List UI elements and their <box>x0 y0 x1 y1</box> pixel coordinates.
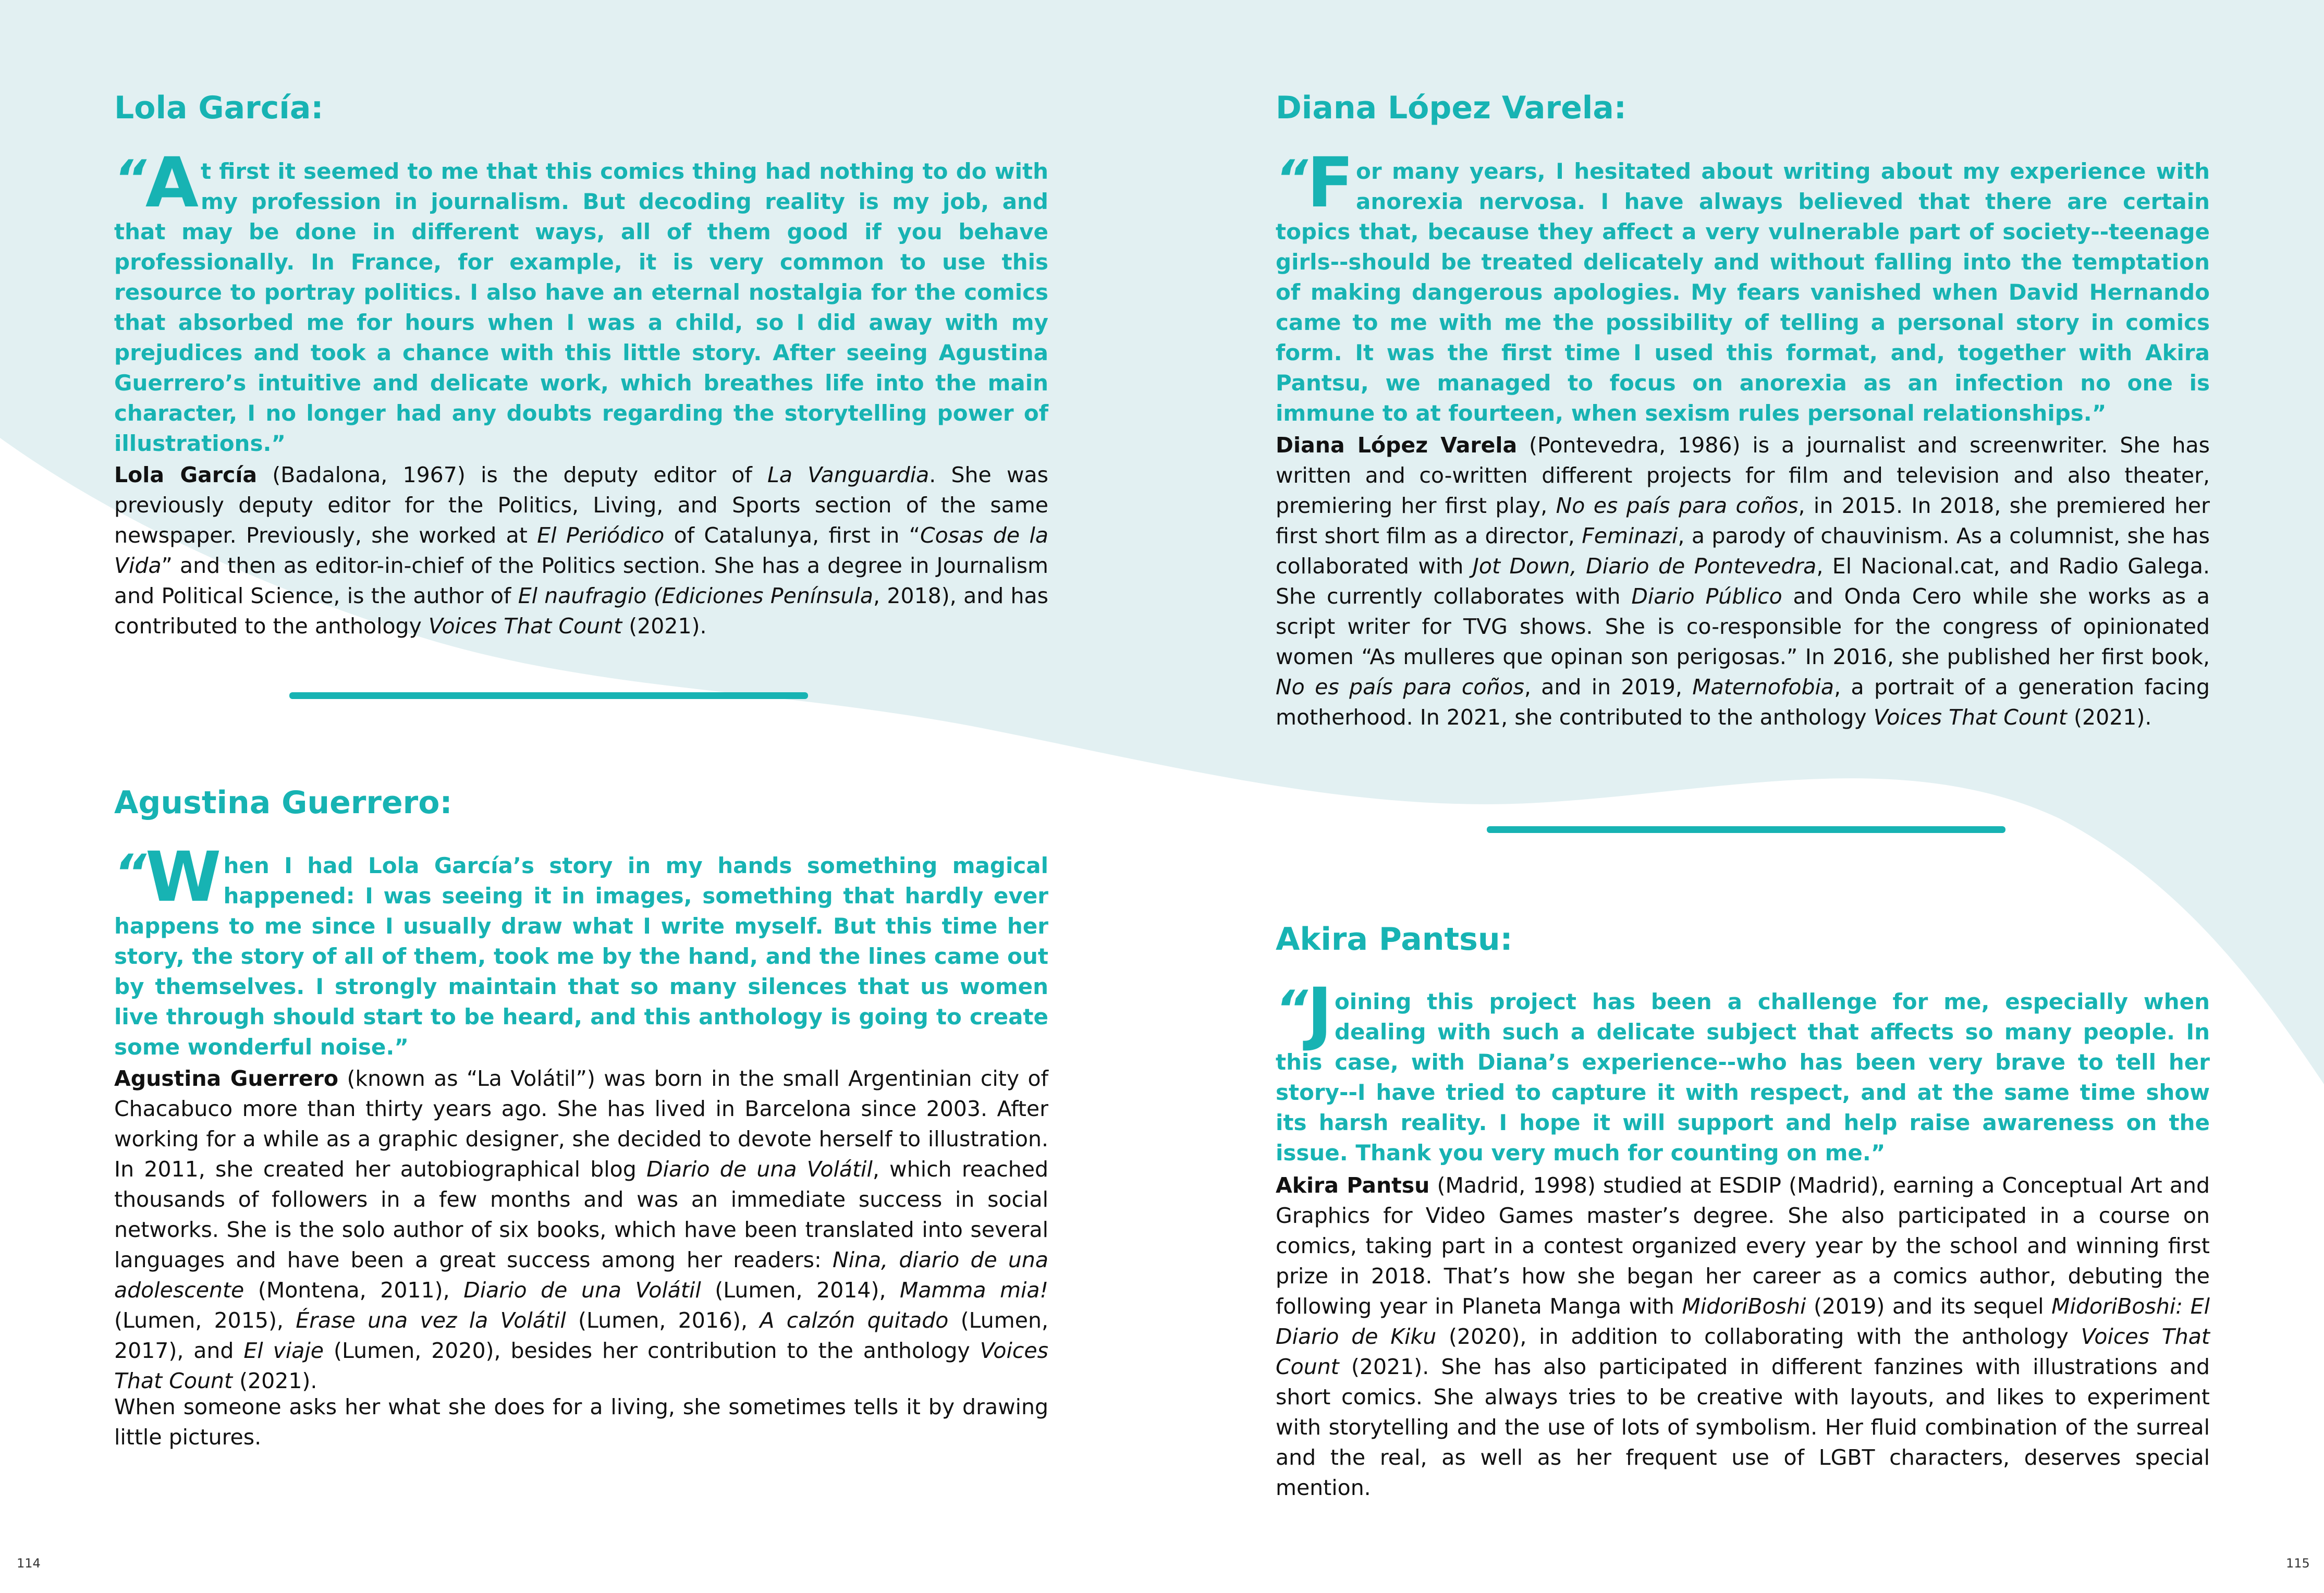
akira-bio-name: Akira Pantsu <box>1276 1173 1430 1198</box>
agustina-bio: Agustina Guerrero (known as “La Volátil”) was born in the small Argentinian city of Chacabuco more than thirty years ago. She has lived in Barcelona since 2003. After working for a while as a graphic designer, she decided to devote herself to illustration. In 2011, she created her autobiographical blog Diario de una Volátil, which reached thousands of followers in a few months and was an immediate success in social networks. She is the solo author of six books, which have been translated into several languages and have been a great success among her readers: Nina, diario de una adolescente (Montena, 2011), Diario de una Volátil (Lumen, 2014), Mamma mia! (Lumen, 2015), Érase una vez la Volátil (Lumen, 2016), A calzón quitado (Lumen, 2017), and El viaje (Lumen, 2020), besides her contribution to the anthology Voices That Count (2021). <box>114 1066 1049 1393</box>
page-number-right: 115 <box>2286 1556 2310 1571</box>
lola-quote-text: t first it seemed to me that this comics thing had nothing to do with my profession in journalism. But decoding reality is my job, and that may be done in different ways, all of them good if you behave professionally. In France, for example, it is very common to use this resource to portray politics. I also have an eternal nostalgia for the comics that absorbed me for hours when I was a child, so I did away with my prejudices and took a chance with this little story. After seeing Agustina Guerrero’s intuitive and delicate work, which breathes life into the main character, I no longer had any doubts regarding the storytelling power of illustrations.” <box>114 158 1048 456</box>
diana-bio: Diana López Varela (Pontevedra, 1986) is a journalist and screenwriter. She has written and co-written different projects for film and television and also theater, premiering her first play, No es país para coños, in 2015. In 2018, she premiered her first short film as a director, Feminazi, a parody of chauvinism. As a columnist, she has collaborated with Jot Down, Diario de Pontevedra, El Nacional.cat, and Radio Galega. She currently collaborates with Diario Público and Onda Cero while she works as a script writer for TVG shows. She is co-responsible for the congress of opinionated women “As mulleres que opinan son perigosas.” In 2016, she published her first book, No es país para coños, and in 2019, Maternofobia, a portrait of a generation facing motherhood. In 2021, she contributed to the anthology Voices That Count (2021). <box>1276 433 2210 730</box>
akira-quote <box>1276 973 2210 1168</box>
agustina-quote-text: hen I had Lola García’s story in my hands something magical happened: I was seeing it in images, something that hardly ever happens to me since I usually draw what I write myself. But this time her story, the story of all of them, took me by the hand, and the lines came out by themselves. I strongly maintain that so many silences that us women live through should start to be heard, and this anthology is going to create some wonderful noise.” <box>114 853 1048 1060</box>
lola-quote <box>114 143 1048 459</box>
divider-right <box>1487 826 2005 833</box>
diana-bio-name: Diana López Varela <box>1276 433 1518 458</box>
diana-quote-dropcap: F <box>1306 143 1354 223</box>
agustina-heading: Agustina Guerrero: <box>114 785 452 821</box>
akira-heading: Akira Pantsu: <box>1276 921 1513 958</box>
akira-bio: Akira Pantsu (Madrid, 1998) studied at ESDIP (Madrid), earning a Conceptual Art and Graphics for Video Games master’s degree. She also participated in a course on comics, taking part in a contest organized every year by the school and winning first prize in 2018. That’s how she began her career as a comics author, debuting the following year in Planeta Manga with MidoriBoshi (2019) and its sequel MidoriBoshi: El Diario de Kiku (2020), in addition to collaborating with the anthology Voices That Count (2021). She has also participated in different fanzines with illustrations and short comics. She always tries to be creative with layouts, and likes to experiment with storytelling and the use of lots of symbolism. Her fluid combination of the surreal and the real, as well as her frequent use of LGBT characters, deserves special mention. <box>1276 1173 2210 1500</box>
quote-mark-icon: “ <box>114 150 143 208</box>
akira-quote-text: oining this project has been a challenge for me, especially when dealing with such a delicate subject that affects so many people. In this case, with Diana’s experience--who has been very brave to tell her story--I have tried to capture it with respect, and at the same time show its harsh reality. I hope it will support and help raise awareness on the issue. Thank you very much for counting on me.” <box>1276 989 2210 1166</box>
diana-heading: Diana López Varela: <box>1276 90 1626 126</box>
lola-bio-name: Lola García <box>114 462 258 487</box>
agustina-quote-dropcap: W <box>145 837 222 917</box>
agustina-quote <box>114 837 1048 1062</box>
divider-left <box>289 692 808 699</box>
quote-mark-icon: “ <box>1276 980 1305 1038</box>
agustina-bio-name: Agustina Guerrero <box>114 1066 339 1091</box>
lola-bio: Lola García (Badalona, 1967) is the deputy editor of La Vanguardia. She was previously deputy editor for the Politics, Living, and Sports section of the same newspaper. Previously, she worked at El Periódico of Catalunya, first in “Cosas de la Vida” and then as editor-in-chief of the Politics section. She has a degree in Journalism and Political Science, is the author of El naufragio (Ediciones Península, 2018), and has contributed to the anthology Voices That Count (2021). <box>114 462 1049 639</box>
diana-quote-text: or many years, I hesitated about writing about my experience with anorexia nervosa. I have always believed that there are certain topics that, because they affect a very vulnerable part of society--teenage girls--should be treated delicately and without falling into the temptation of making dangerous apologies. My fears vanished when David Hernando came to me with me the possibility of telling a personal story in comics form. It was the first time I used this format, and, together with Akira Pantsu, we managed to focus on anorexia as an infection no one is immune to at fourteen, when sexism rules personal relationships.” <box>1276 158 2210 426</box>
lola-heading: Lola García: <box>114 90 324 126</box>
page-number-left: 114 <box>17 1556 41 1571</box>
quote-mark-icon: “ <box>114 844 143 902</box>
lola-quote-dropcap: A <box>145 143 199 223</box>
quote-mark-icon: “ <box>1276 150 1305 208</box>
akira-quote-dropcap: J <box>1306 973 1332 1053</box>
diana-quote <box>1276 143 2210 428</box>
agustina-bio-p2: When someone asks her what she does for a living, she sometimes tells it by drawing little pictures. <box>114 1394 1048 1450</box>
